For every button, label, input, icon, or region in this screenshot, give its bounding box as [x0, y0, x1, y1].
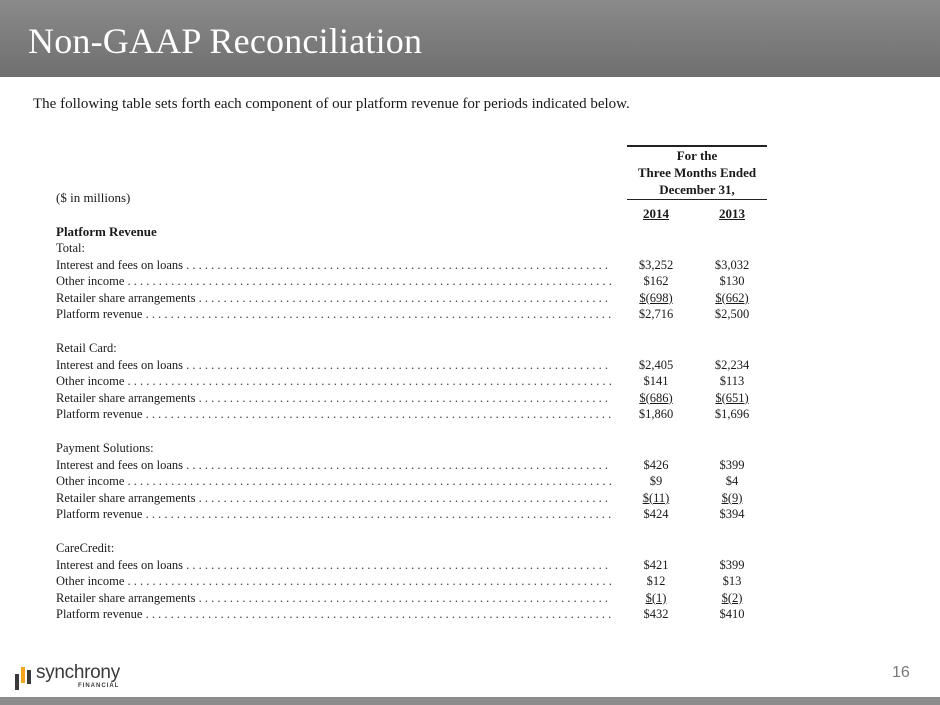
value-2014 — [624, 357, 688, 373]
year-header-2013: 2013 — [719, 206, 745, 221]
value-2013 — [700, 573, 764, 589]
value-text: $(651) — [715, 390, 749, 405]
value-text: $2,234 — [714, 357, 750, 372]
value-text: $(662) — [715, 290, 749, 305]
slide-title: Non-GAAP Reconciliation — [28, 21, 423, 61]
intro-text: The following table sets forth each component of our platform revenue for periods indicated below. — [33, 96, 630, 112]
value-text: $3,252 — [638, 257, 674, 272]
value-2013 — [700, 606, 764, 622]
year-header-2014: 2014 — [643, 206, 669, 221]
value-2013 — [700, 590, 764, 606]
row-label: Other income . . . — [56, 473, 612, 489]
value-text: $1,696 — [714, 407, 750, 422]
value-2014 — [624, 557, 688, 573]
value-text: $1,860 — [638, 407, 674, 422]
value-2013 — [700, 506, 764, 522]
value-2013 — [700, 306, 764, 322]
value-text: $(11) — [642, 490, 670, 505]
table-row — [56, 390, 776, 406]
table-row — [56, 373, 776, 389]
value-text: $162 — [643, 274, 669, 289]
value-text: $(1) — [645, 590, 667, 605]
value-2014 — [624, 257, 688, 273]
value-text: $426 — [643, 457, 669, 472]
row-label: Payment Solutions: — [56, 441, 154, 455]
value-2013 — [700, 257, 764, 273]
value-2014 — [624, 590, 688, 606]
row-label: Interest and fees on loans . . . — [56, 557, 612, 573]
value-text: $394 — [719, 507, 745, 522]
synchrony-logo — [14, 664, 134, 692]
value-2014 — [624, 290, 688, 306]
row-label: Platform revenue . . . — [56, 606, 612, 622]
value-2013 — [700, 490, 764, 506]
value-2014 — [624, 490, 688, 506]
table-row — [56, 557, 776, 573]
row-label: Retailer share arrangements . . . — [56, 490, 612, 506]
period-header — [627, 147, 767, 198]
value-text: $432 — [643, 607, 669, 622]
value-2013 — [700, 406, 764, 422]
value-text: $399 — [719, 457, 745, 472]
row-label: Platform revenue . . . — [56, 406, 612, 422]
row-label: Interest and fees on loans . . . — [56, 457, 612, 473]
value-text: $(698) — [639, 290, 673, 305]
value-text: $130 — [719, 274, 745, 289]
units-label: ($ in millions) — [56, 190, 131, 205]
synchrony-mark-icon — [14, 664, 34, 690]
value-text: $13 — [722, 574, 742, 589]
table-row — [56, 290, 776, 306]
value-text: $(2) — [721, 590, 743, 605]
page-number: 16 — [892, 664, 910, 681]
table-row — [56, 306, 776, 322]
value-2013 — [700, 273, 764, 289]
value-2014 — [624, 306, 688, 322]
row-label: Total: — [56, 241, 85, 255]
value-text: $141 — [643, 374, 669, 389]
value-text: $2,500 — [714, 307, 750, 322]
row-label: Retailer share arrangements . . . — [56, 390, 612, 406]
row-label: Platform revenue . . . — [56, 506, 612, 522]
row-label: Other income . . . — [56, 273, 612, 289]
value-2014 — [624, 457, 688, 473]
value-text: $410 — [719, 607, 745, 622]
value-text: $(9) — [721, 490, 743, 505]
table-row — [56, 590, 776, 606]
table-row — [56, 490, 776, 506]
value-2014 — [624, 473, 688, 489]
column-header-bottom-rule — [627, 199, 767, 200]
value-2013 — [700, 290, 764, 306]
value-2013 — [700, 457, 764, 473]
value-2014 — [624, 406, 688, 422]
row-label: Interest and fees on loans . . . — [56, 357, 612, 373]
value-text: $12 — [646, 574, 666, 589]
row-label: Retailer share arrangements . . . — [56, 290, 612, 306]
logo-subtitle: FINANCIAL — [78, 683, 120, 689]
row-label: Other income . . . — [56, 573, 612, 589]
table-row — [56, 573, 776, 589]
table-row — [56, 606, 776, 622]
value-2013 — [700, 373, 764, 389]
table-row — [56, 273, 776, 289]
table-group-heading — [56, 540, 776, 556]
table-row — [56, 357, 776, 373]
bottom-bar — [0, 697, 940, 705]
table-row — [56, 506, 776, 522]
section-title: Platform Revenue — [56, 224, 157, 239]
table-row — [56, 457, 776, 473]
value-2014 — [624, 606, 688, 622]
value-text: $421 — [643, 557, 669, 572]
value-2013 — [700, 473, 764, 489]
value-2014 — [624, 506, 688, 522]
period-header-line-2: Three Months Ended — [637, 165, 757, 180]
table-group-heading — [56, 340, 776, 356]
title-bar — [0, 0, 940, 77]
row-label: Platform revenue . . . — [56, 306, 612, 322]
value-text: $(686) — [639, 390, 673, 405]
value-text: $399 — [719, 557, 745, 572]
period-header-line-1: For the — [676, 148, 718, 163]
value-text: $2,716 — [638, 307, 674, 322]
value-text: $113 — [719, 374, 745, 389]
row-label: Retail Card: — [56, 341, 117, 355]
value-2013 — [700, 557, 764, 573]
row-label: CareCredit: — [56, 541, 115, 555]
logo-wordmark: synchrony — [36, 662, 120, 683]
value-2014 — [624, 573, 688, 589]
value-text: $4 — [725, 474, 739, 489]
value-2013 — [700, 390, 764, 406]
value-2013 — [700, 357, 764, 373]
value-text: $424 — [643, 507, 669, 522]
period-header-line-3: December 31, — [659, 182, 735, 197]
table-group-heading — [56, 440, 776, 456]
value-text: $3,032 — [714, 257, 750, 272]
row-label: Retailer share arrangements . . . — [56, 590, 612, 606]
value-text: $2,405 — [638, 357, 674, 372]
row-label: Other income . . . — [56, 373, 612, 389]
table-row — [56, 406, 776, 422]
row-label: Interest and fees on loans . . . — [56, 257, 612, 273]
value-2014 — [624, 273, 688, 289]
value-2014 — [624, 390, 688, 406]
value-2014 — [624, 373, 688, 389]
table-row — [56, 257, 776, 273]
table-group-heading — [56, 240, 776, 256]
table-row — [56, 473, 776, 489]
value-text: $9 — [649, 474, 663, 489]
